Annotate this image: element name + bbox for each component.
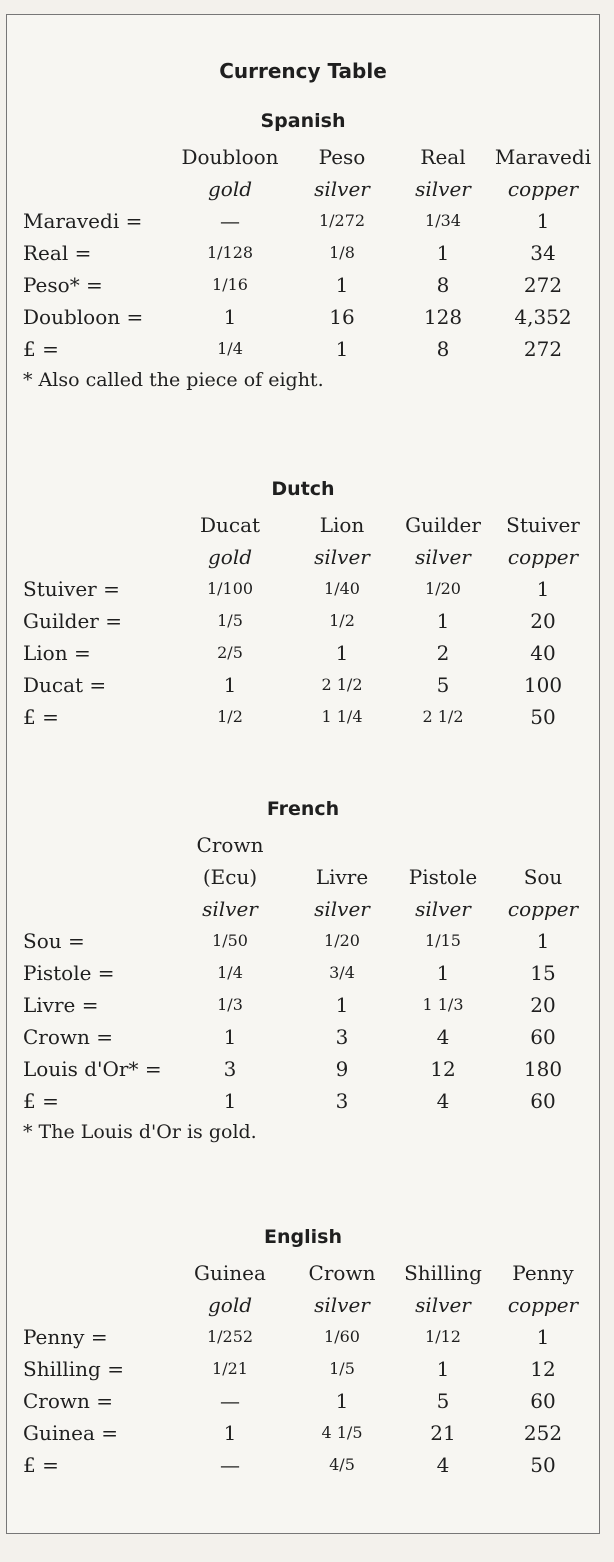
table-cell: 60 <box>530 1089 556 1113</box>
table-cell: 1/4 <box>217 963 243 982</box>
column-header: Peso <box>318 145 366 169</box>
table-cell: 1/272 <box>318 211 366 230</box>
column-header: Maravedi <box>494 145 592 169</box>
header-row <box>7 829 599 861</box>
row-label: £ = <box>23 1089 59 1113</box>
table-cell: 100 <box>523 673 563 697</box>
metal-type: silver <box>314 545 370 569</box>
header-row <box>7 1257 599 1289</box>
metal-type: silver <box>314 177 370 201</box>
table-row <box>7 669 599 701</box>
row-label: £ = <box>23 337 59 361</box>
table-cell: 1 <box>536 1325 550 1349</box>
table-cell: 252 <box>523 1421 563 1445</box>
metal-row <box>7 1289 599 1321</box>
table-cell: 1/5 <box>217 611 243 630</box>
table-row <box>7 205 599 237</box>
table-cell: 34 <box>530 241 556 265</box>
metal-row <box>7 893 599 925</box>
section-title: English <box>264 1226 342 1248</box>
metal-type: silver <box>415 177 471 201</box>
column-header: Livre <box>315 865 369 889</box>
table-row <box>7 1321 599 1353</box>
table-cell: 1 1/4 <box>321 707 363 726</box>
metal-type: silver <box>415 897 471 921</box>
table-row <box>7 1085 599 1117</box>
table-cell: 8 <box>436 337 450 361</box>
table-cell: 128 <box>423 305 463 329</box>
table-cell: 15 <box>530 961 556 985</box>
table-row <box>7 1385 599 1417</box>
table-cell: 1 <box>335 273 349 297</box>
table-row <box>7 573 599 605</box>
table-cell: 1/3 <box>217 995 243 1014</box>
metal-type: copper <box>507 545 579 569</box>
column-header: Ducat <box>199 513 261 537</box>
column-header: Doubloon <box>181 145 279 169</box>
table-cell: 2 1/2 <box>422 707 464 726</box>
column-header: Crown <box>196 833 264 857</box>
table-cell: 2 1/2 <box>321 675 363 694</box>
table-cell: 1/128 <box>206 243 254 262</box>
section-title: Spanish <box>260 110 346 132</box>
table-cell: 1/34 <box>425 211 461 230</box>
table-row <box>7 1053 599 1085</box>
table-cell: 1 <box>223 1421 237 1445</box>
row-label: Doubloon = <box>23 305 144 329</box>
table-row <box>7 237 599 269</box>
currency-section-spanish <box>7 107 599 395</box>
table-cell: 20 <box>530 993 556 1017</box>
table-cell: 40 <box>530 641 556 665</box>
row-label: Guilder = <box>23 609 122 633</box>
table-cell: 12 <box>530 1357 556 1381</box>
row-label: Penny = <box>23 1325 108 1349</box>
row-label: Ducat = <box>23 673 107 697</box>
table-cell: 1 <box>223 673 237 697</box>
row-label: Maravedi = <box>23 209 143 233</box>
footnote: * Also called the piece of eight. <box>23 369 324 391</box>
table-cell: 3 <box>335 1025 349 1049</box>
table-cell: 1/2 <box>329 611 355 630</box>
table-row <box>7 989 599 1021</box>
table-cell: 3/4 <box>329 963 355 982</box>
column-header: (Ecu) <box>202 865 258 889</box>
table-cell: 5 <box>436 1389 450 1413</box>
table-cell: — <box>220 1453 240 1477</box>
table-cell: 1/4 <box>217 339 243 358</box>
table-cell: 4,352 <box>514 305 572 329</box>
table-cell: 1 <box>335 641 349 665</box>
metal-type: silver <box>415 1293 471 1317</box>
table-cell: 1/16 <box>212 275 248 294</box>
table-cell: 1 <box>335 993 349 1017</box>
table-cell: 1 <box>223 1025 237 1049</box>
row-label: Crown = <box>23 1025 114 1049</box>
table-cell: 16 <box>329 305 355 329</box>
table-cell: 5 <box>436 673 450 697</box>
column-header: Real <box>420 145 466 169</box>
table-row <box>7 925 599 957</box>
table-cell: 12 <box>430 1057 456 1081</box>
currency-section-dutch <box>7 475 599 733</box>
table-row <box>7 637 599 669</box>
metal-row <box>7 541 599 573</box>
column-header: Penny <box>512 1261 574 1285</box>
currency-section-english <box>7 1223 599 1481</box>
row-label: Louis d'Or* = <box>23 1057 162 1081</box>
table-cell: 1 <box>536 577 550 601</box>
table-cell: 20 <box>530 609 556 633</box>
table-cell: 1 <box>436 609 450 633</box>
column-header: Crown <box>308 1261 376 1285</box>
row-label: £ = <box>23 705 59 729</box>
table-cell: 2/5 <box>217 643 243 662</box>
table-row <box>7 701 599 733</box>
table-cell: 4/5 <box>329 1455 355 1474</box>
table-cell: 1/252 <box>206 1327 254 1346</box>
table-cell: 1 <box>223 305 237 329</box>
table-cell: 4 <box>436 1453 450 1477</box>
metal-type: copper <box>507 177 579 201</box>
metal-type: silver <box>314 1293 370 1317</box>
table-cell: 1 <box>223 1089 237 1113</box>
table-cell: 272 <box>523 337 563 361</box>
table-row <box>7 957 599 989</box>
column-header: Guilder <box>405 513 481 537</box>
metal-type: gold <box>207 545 253 569</box>
table-cell: 1/100 <box>206 579 254 598</box>
metal-type: copper <box>507 1293 579 1317</box>
table-cell: 50 <box>530 1453 556 1477</box>
column-header: Lion <box>319 513 365 537</box>
table-row <box>7 1353 599 1385</box>
table-cell: 50 <box>530 705 556 729</box>
row-label: Livre = <box>23 993 99 1017</box>
row-label: Lion = <box>23 641 91 665</box>
metal-type: silver <box>415 545 471 569</box>
table-cell: 8 <box>436 273 450 297</box>
table-cell: 4 <box>436 1025 450 1049</box>
metal-type: silver <box>314 897 370 921</box>
table-cell: 1 <box>335 1389 349 1413</box>
table-cell: 3 <box>223 1057 237 1081</box>
table-cell: 9 <box>335 1057 349 1081</box>
table-cell: — <box>220 209 240 233</box>
table-cell: 3 <box>335 1089 349 1113</box>
table-cell: 180 <box>523 1057 563 1081</box>
header-row <box>7 141 599 173</box>
table-row <box>7 1021 599 1053</box>
column-header: Shilling <box>404 1261 482 1285</box>
row-label: Pistole = <box>23 961 115 985</box>
table-cell: 1 <box>536 209 550 233</box>
header-row <box>7 509 599 541</box>
table-cell: 1/2 <box>217 707 243 726</box>
currency-section-french <box>7 795 599 1147</box>
metal-type: silver <box>202 897 258 921</box>
table-cell: 1/50 <box>212 931 248 950</box>
table-row <box>7 605 599 637</box>
table-cell: 1/12 <box>425 1327 461 1346</box>
table-cell: 1/20 <box>425 579 461 598</box>
table-cell: 1/21 <box>212 1359 248 1378</box>
row-label: Crown = <box>23 1389 114 1413</box>
table-cell: 1 1/3 <box>422 995 464 1014</box>
column-header: Stuiver <box>506 513 580 537</box>
metal-row <box>7 173 599 205</box>
row-label: £ = <box>23 1453 59 1477</box>
column-header: Guinea <box>194 1261 266 1285</box>
table-row <box>7 301 599 333</box>
table-cell: 2 <box>436 641 450 665</box>
section-title: French <box>266 798 340 820</box>
table-cell: 1/20 <box>324 931 360 950</box>
column-header: Sou <box>523 865 563 889</box>
table-cell: 1 <box>335 337 349 361</box>
table-cell: 272 <box>523 273 563 297</box>
page-title: Currency Table <box>219 59 387 83</box>
table-cell: 1/5 <box>329 1359 355 1378</box>
table-cell: 1/60 <box>324 1327 360 1346</box>
table-cell: 1 <box>536 929 550 953</box>
table-cell: 1/8 <box>329 243 355 262</box>
row-label: Stuiver = <box>23 577 120 601</box>
table-cell: 4 1/5 <box>321 1423 363 1442</box>
table-cell: 1 <box>436 961 450 985</box>
metal-type: gold <box>207 1293 253 1317</box>
row-label: Peso* = <box>23 273 103 297</box>
table-cell: 4 <box>436 1089 450 1113</box>
currency-table-panel <box>6 14 600 1534</box>
table-cell: — <box>220 1389 240 1413</box>
table-row <box>7 269 599 301</box>
table-cell: 60 <box>530 1025 556 1049</box>
table-cell: 1 <box>436 241 450 265</box>
table-cell: 1 <box>436 1357 450 1381</box>
row-label: Real = <box>23 241 92 265</box>
table-cell: 60 <box>530 1389 556 1413</box>
metal-type: gold <box>207 177 253 201</box>
table-row <box>7 333 599 365</box>
footnote: * The Louis d'Or is gold. <box>23 1121 257 1143</box>
row-label: Shilling = <box>23 1357 124 1381</box>
row-label: Sou = <box>23 929 85 953</box>
table-row <box>7 1449 599 1481</box>
row-label: Guinea = <box>23 1421 119 1445</box>
header-row <box>7 861 599 893</box>
column-header: Pistole <box>408 865 478 889</box>
table-cell: 1/15 <box>425 931 461 950</box>
table-cell: 1/40 <box>324 579 360 598</box>
section-title: Dutch <box>271 478 335 500</box>
metal-type: copper <box>507 897 579 921</box>
table-row <box>7 1417 599 1449</box>
table-cell: 21 <box>430 1421 456 1445</box>
